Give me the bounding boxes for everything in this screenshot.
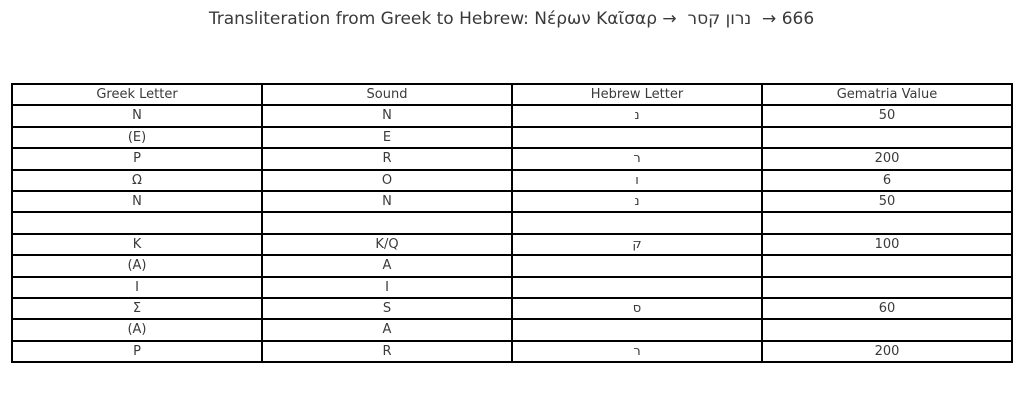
table-cell-gematria-value (762, 212, 1012, 233)
column-header-sound: Sound (262, 84, 512, 105)
column-header-greek-letter: Greek Letter (12, 84, 262, 105)
table-cell-sound: I (262, 277, 512, 298)
title-prefix: Transliteration from Greek to Hebrew: Νέρων Καῖσαρ → (208, 9, 683, 29)
table-cell-greek-letter: I (12, 277, 262, 298)
table-cell-gematria-value (762, 277, 1012, 298)
table-cell-hebrew-letter: נ (512, 105, 762, 126)
transliteration-table (11, 83, 1013, 363)
table-cell-greek-letter: (A) (12, 255, 262, 276)
table-cell-sound: R (262, 341, 512, 362)
table-cell-greek-letter: N (12, 105, 262, 126)
table-body (12, 105, 1012, 362)
column-header-gematria-value: Gematria Value (762, 84, 1012, 105)
table-cell-gematria-value: 200 (762, 341, 1012, 362)
page-title (0, 9, 1023, 29)
table-cell-greek-letter: P (12, 341, 262, 362)
table-cell-sound: O (262, 170, 512, 191)
table-cell-hebrew-letter: נ (512, 191, 762, 212)
title-suffix: → 666 (756, 9, 815, 29)
table-row (12, 212, 1012, 233)
table-row (12, 170, 1012, 191)
table-cell-gematria-value: 50 (762, 191, 1012, 212)
table-cell-greek-letter: N (12, 191, 262, 212)
table-cell-gematria-value: 100 (762, 234, 1012, 255)
table-row (12, 277, 1012, 298)
column-header-hebrew-letter: Hebrew Letter (512, 84, 762, 105)
table-cell-greek-letter: Σ (12, 298, 262, 319)
table-header-row (12, 84, 1012, 105)
table-cell-hebrew-letter: ו (512, 170, 762, 191)
table-cell-hebrew-letter: ק (512, 234, 762, 255)
table-cell-sound: R (262, 148, 512, 169)
table-cell-gematria-value: 6 (762, 170, 1012, 191)
table-cell-sound (262, 212, 512, 233)
table-cell-hebrew-letter (512, 255, 762, 276)
table-cell-sound: N (262, 191, 512, 212)
table-row (12, 298, 1012, 319)
table-cell-gematria-value (762, 319, 1012, 340)
table-row (12, 105, 1012, 126)
table-cell-hebrew-letter: ס (512, 298, 762, 319)
table-cell-hebrew-letter (512, 319, 762, 340)
table-cell-sound: E (262, 127, 512, 148)
table-cell-hebrew-letter (512, 277, 762, 298)
table-cell-sound: A (262, 319, 512, 340)
table-cell-greek-letter: K (12, 234, 262, 255)
table-cell-gematria-value: 60 (762, 298, 1012, 319)
table-cell-hebrew-letter (512, 212, 762, 233)
table-cell-sound: A (262, 255, 512, 276)
table-cell-gematria-value: 50 (762, 105, 1012, 126)
table-cell-sound: S (262, 298, 512, 319)
table-row (12, 191, 1012, 212)
table-cell-greek-letter: P (12, 148, 262, 169)
table-cell-greek-letter: Ω (12, 170, 262, 191)
table-row (12, 255, 1012, 276)
table-cell-gematria-value (762, 255, 1012, 276)
table-cell-greek-letter: (E) (12, 127, 262, 148)
table-cell-hebrew-letter: ר (512, 148, 762, 169)
table-cell-gematria-value (762, 127, 1012, 148)
table-row (12, 127, 1012, 148)
table-cell-greek-letter (12, 212, 262, 233)
table-cell-gematria-value: 200 (762, 148, 1012, 169)
table-cell-greek-letter: (A) (12, 319, 262, 340)
table-row (12, 341, 1012, 362)
table-cell-sound: K/Q (262, 234, 512, 255)
table-row (12, 234, 1012, 255)
table-row (12, 319, 1012, 340)
table-cell-sound: N (262, 105, 512, 126)
table-row (12, 148, 1012, 169)
table-cell-hebrew-letter (512, 127, 762, 148)
title-hebrew-text: נרון קסר (687, 9, 752, 29)
table-cell-hebrew-letter: ר (512, 341, 762, 362)
